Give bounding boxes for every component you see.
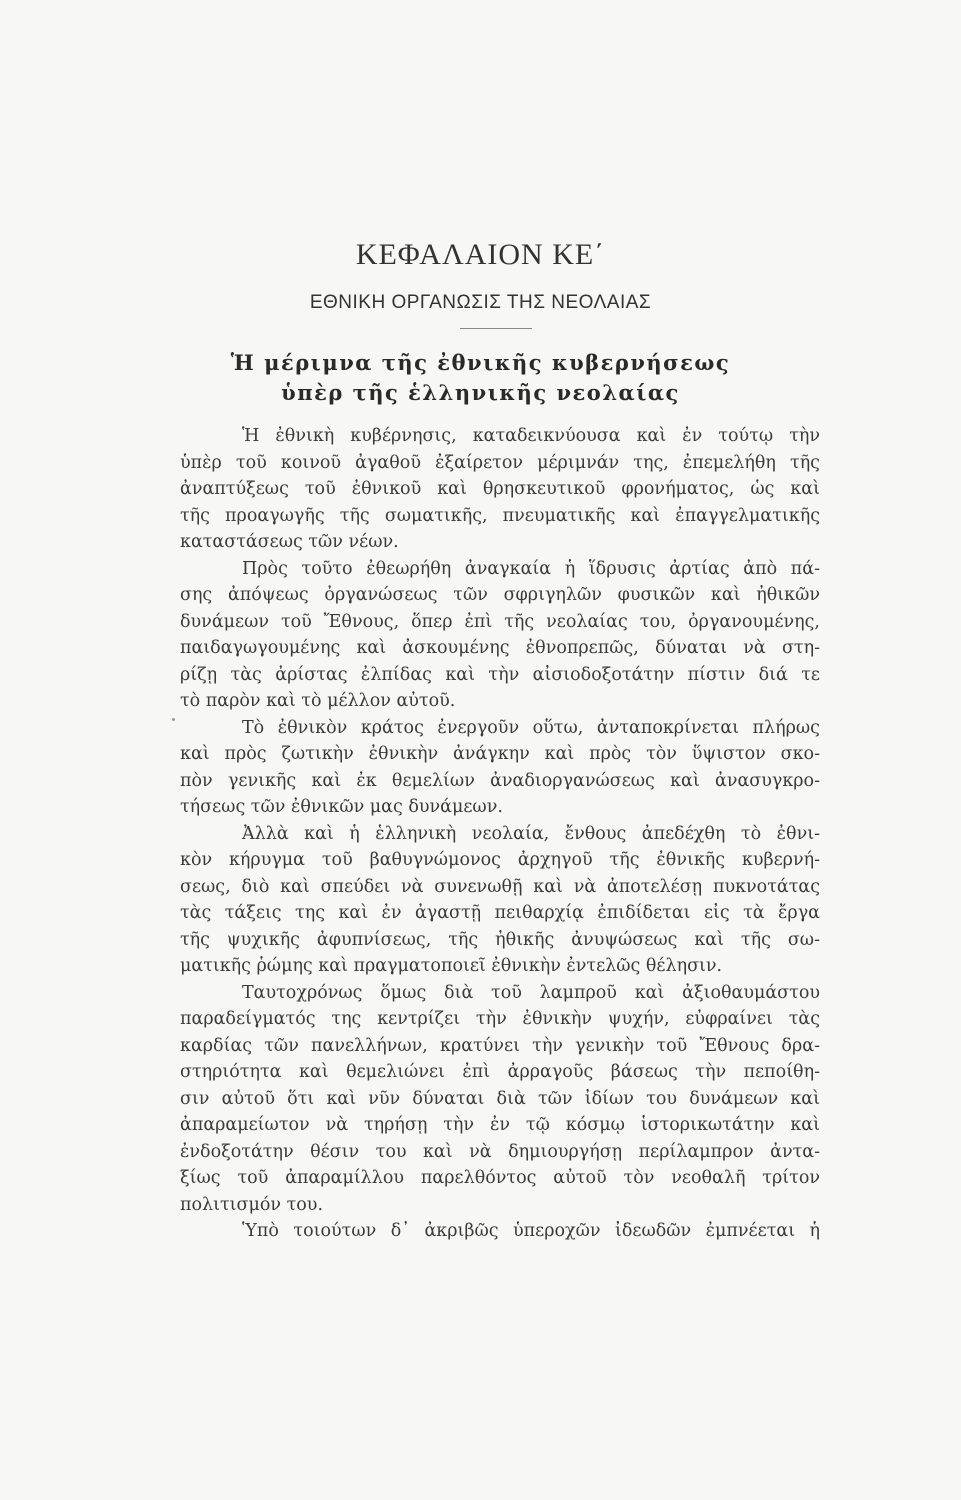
text-line: στηριότητα καὶ θεμελιώνει ἐπὶ ἀρραγοῦς βάσεως τὴν πεποίθη- bbox=[180, 1062, 820, 1082]
text-line: παιδαγωγουμένης καὶ ἀσκουμένης ἐθνοπρεπῶς, δύναται νὰ στη- bbox=[180, 638, 820, 658]
text-line: σεως, διὸ καὶ σπεύδει νὰ συνενωθῇ καὶ νὰ ἀποτελέσῃ πυκνοτάτας bbox=[180, 876, 820, 897]
text-line: ρίζῃ τὰς ἀρίστας ἐλπίδας καὶ τὴν αἰσιοδοξοτάτην πίστιν διά τε bbox=[180, 664, 820, 685]
text-line: τὰς τάξεις της καὶ ἐν ἀγαστῇ πειθαρχίᾳ ἐπιδίδεται εἰς τὰ ἔργα bbox=[180, 903, 820, 923]
section-heading-line-1: Ἡ μέριμνα τῆς ἐθνικῆς κυβερνήσεως bbox=[230, 350, 731, 375]
text-line: ὑπὲρ τοῦ κοινοῦ ἀγαθοῦ ἐξαίρετον μέριμνάν της, ἐπεμελήθη τῆς bbox=[180, 452, 820, 473]
body-text bbox=[180, 423, 820, 1245]
text-line: τὸ παρὸν καὶ τὸ μέλλον αὐτοῦ. bbox=[180, 691, 456, 711]
margin-mark bbox=[172, 718, 175, 721]
text-line: δυνάμεων τοῦ Ἔθνους, ὅπερ ἐπὶ τῆς νεολαίας του, ὀργανουμένης, bbox=[180, 611, 820, 632]
text-line: Ὑπὸ τοιούτων δ᾽ ἀκριβῶς ὑπεροχῶν ἰδεωδῶν ἐμπνέεται ἡ bbox=[242, 1221, 820, 1241]
text-line: σιν αὐτοῦ ὅτι καὶ νῦν δύναται διὰ τῶν ἰδίων του δυνάμεων καὶ bbox=[180, 1088, 820, 1109]
section-heading-line-2: ὑπὲρ τῆς ἑλληνικῆς νεολαίας bbox=[281, 380, 680, 405]
text-line: πὸν γενικῆς καὶ ἐκ θεμελίων ἀναδιοργανώσεως καὶ ἀνασυγκρο- bbox=[180, 770, 820, 791]
text-line: Τὸ ἐθνικὸν κράτος ἐνεργοῦν οὕτω, ἀνταποκρίνεται πλήρως bbox=[242, 717, 820, 738]
text-line: Ἡ ἐθνικὴ κυβέρνησις, καταδεικνύουσα καὶ ἐν τούτῳ τὴν bbox=[242, 426, 820, 446]
text-line: κὸν κήρυγμα τοῦ βαθυγνώμονος ἀρχηγοῦ τῆς ἐθνικῆς κυβερνή- bbox=[180, 850, 820, 870]
text-line: τήσεως τῶν ἐθνικῶν μας δυνάμεων. bbox=[180, 797, 503, 817]
text-line: ματικῆς ῥώμης καὶ πραγματοποιεῖ ἐθνικὴν ἐντελῶς θέλησιν. bbox=[180, 956, 723, 976]
text-line: ἀναπτύξεως τοῦ ἐθνικοῦ καὶ θρησκευτικοῦ φρονήματος, ὡς καὶ bbox=[180, 479, 820, 499]
text-line: καταστάσεως τῶν νέων. bbox=[180, 532, 399, 552]
text-line: ἀπαραμείωτον νὰ τηρήσῃ τὴν ἐν τῷ κόσμῳ ἱστορικωτάτην καὶ bbox=[180, 1115, 820, 1135]
text-line: Πρὸς τοῦτο ἐθεωρήθη ἀναγκαία ἡ ἵδρυσις ἀρτίας ἀπὸ πά- bbox=[242, 558, 820, 579]
text-line: ξίως τοῦ ἀπαραμίλλου παρελθόντος αὐτοῦ τὸν νεοθαλῆ τρίτον bbox=[180, 1168, 820, 1188]
title-divider bbox=[460, 328, 532, 329]
text-line: ἐνδοξοτάτην θέσιν του καὶ νὰ δημιουργήσῃ περίλαμπρον ἀντα- bbox=[180, 1141, 820, 1162]
text-line: Ταυτοχρόνως ὅμως διὰ τοῦ λαμπροῦ καὶ ἀξιοθαυμάστου bbox=[242, 982, 820, 1003]
text-line: καὶ πρὸς ζωτικὴν ἐθνικὴν ἀνάγκην καὶ πρὸς τὸν ὕψιστον σκο- bbox=[180, 744, 820, 764]
chapter-title: ΚΕΦΑΛΑΙΟΝ ΚΕ΄ bbox=[355, 238, 606, 271]
text-line: σης ἀπόψεως ὀργανώσεως τῶν σφριγηλῶν φυσικῶν καὶ ἠθικῶν bbox=[180, 585, 820, 605]
text-line: παραδείγματός της κεντρίζει τὴν ἐθνικὴν ψυχήν, εὐφραίνει τὰς bbox=[180, 1009, 820, 1029]
text-line: καρδίας τῶν πανελλήνων, κρατύνει τὴν γενικὴν τοῦ Ἔθνους δρα- bbox=[180, 1035, 820, 1056]
text-line: τῆς προαγωγῆς τῆς σωματικῆς, πνευματικῆς καὶ ἐπαγγελματικῆς bbox=[180, 505, 820, 526]
text-line: Ἀλλὰ καὶ ἡ ἑλληνικὴ νεολαία, ἔνθους ἀπεδέχθη τὸ ἐθνι- bbox=[242, 823, 820, 844]
chapter-subtitle: ΕΘΝΙΚΗ ΟΡΓΑΝΩΣΙΣ ΤΗΣ ΝΕΟΛΑΙΑΣ bbox=[309, 292, 652, 313]
text-line: πολιτισμόν του. bbox=[180, 1194, 324, 1215]
text-line: τῆς ψυχικῆς ἀφυπνίσεως, τῆς ἠθικῆς ἀνυψώσεως καὶ τῆς σω- bbox=[180, 929, 820, 950]
